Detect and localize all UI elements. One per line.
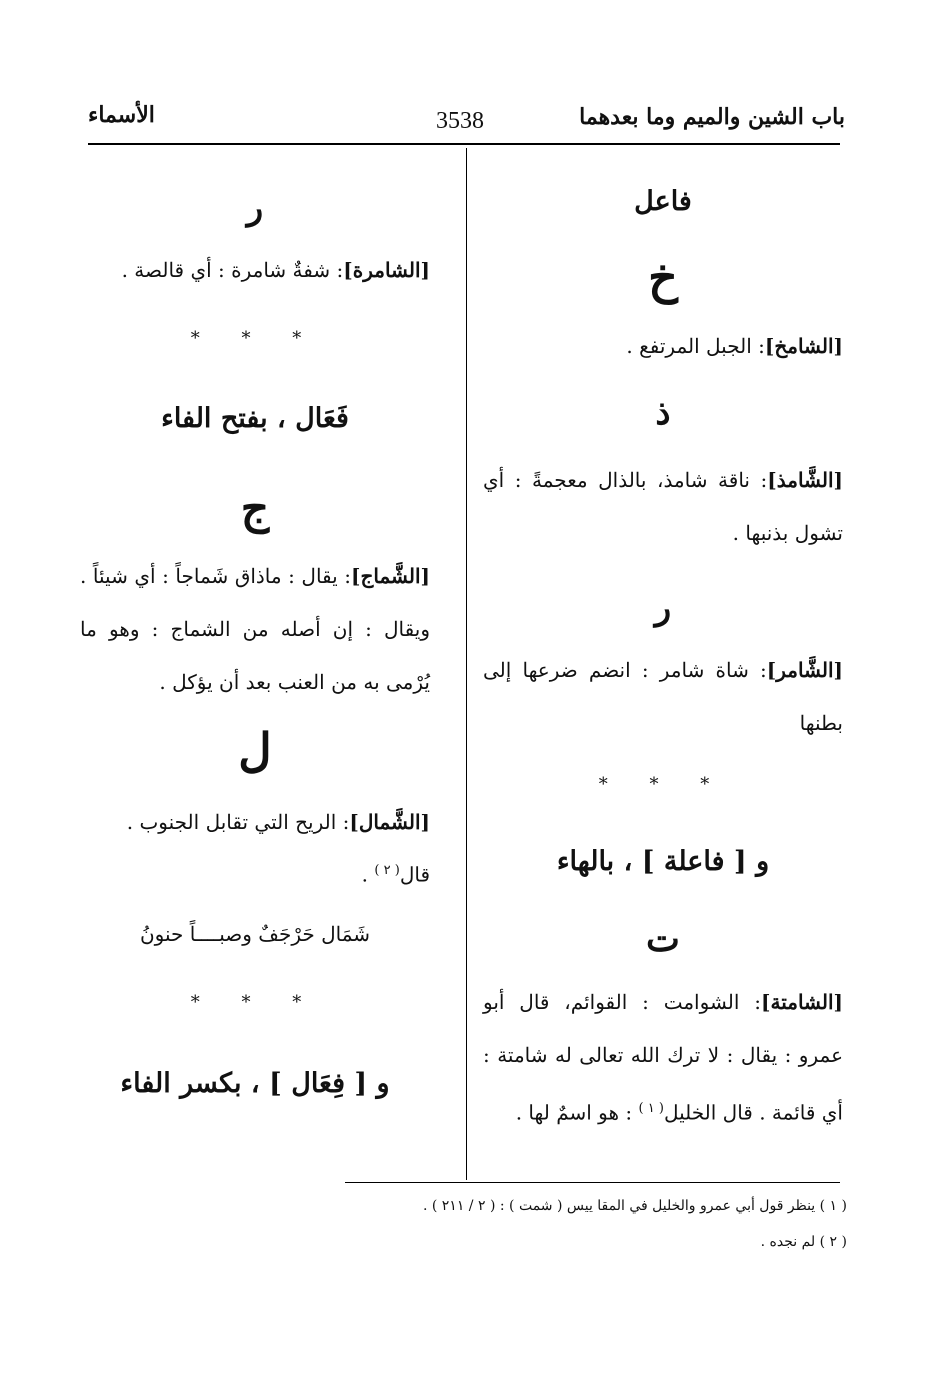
footnote-rule bbox=[345, 1182, 840, 1183]
quote-intro bbox=[80, 844, 430, 902]
entry-term: [الشامتة] bbox=[761, 990, 843, 1014]
entry-shamal bbox=[80, 796, 430, 849]
entry-shamira bbox=[80, 244, 430, 297]
entry-shamaj bbox=[80, 550, 430, 709]
quote-said: قال bbox=[399, 862, 430, 887]
footnote-ref: ( ٢ ) bbox=[374, 863, 400, 878]
page-number: 3538 bbox=[436, 108, 484, 134]
entry-definition: : ناقة شامذ، بالذال معجمةً : أي تشول بذنبها . bbox=[483, 468, 843, 545]
letter-heading: ر bbox=[654, 588, 672, 628]
entry-term: [الشامرة] bbox=[343, 258, 430, 282]
footnote-ref: ( ١ ) bbox=[638, 1101, 664, 1116]
letter-heading: ل bbox=[238, 723, 272, 777]
column-divider bbox=[466, 148, 467, 1180]
entry-shamikh bbox=[483, 320, 843, 373]
footnote-1: ( ١ ) ينظر قول أبي عمرو والخليل في المقا ييس ( شمت ) : ( ٢ / ٢١١ ) . bbox=[422, 1198, 847, 1214]
section-separator: * * * bbox=[190, 328, 320, 349]
pattern-heading: فاعل bbox=[634, 186, 692, 217]
pattern-heading: فَعَال ، بفتح الفاء bbox=[161, 403, 349, 434]
letter-heading: ذ bbox=[655, 393, 671, 433]
entry-definition: : الجبل المرتفع . bbox=[626, 334, 765, 358]
footnote-2: ( ٢ ) لم نجده . bbox=[760, 1234, 847, 1250]
poetry-verse: شَمَال حَرْجَفٌ وصبــــاً حنونُ bbox=[139, 922, 371, 946]
entry-definition: : شاة شامر : انضم ضرعها إلى بطنها bbox=[483, 658, 843, 735]
section-separator: * * * bbox=[598, 774, 728, 795]
pattern-heading: و [ فِعَال ] ، بكسر الفاء bbox=[120, 1068, 390, 1099]
letter-heading: ت bbox=[646, 918, 680, 960]
section-header: الأسماء bbox=[88, 102, 155, 128]
entry-definition: : الشوامت : القوائم، قال أبو عمرو : يقال : لا ترك الله تعالى له شامتة : أي قائمة . قال الخليل bbox=[483, 990, 843, 1125]
letter-heading: ر bbox=[246, 188, 264, 228]
entry-definition: : الريح التي تقابل الجنوب . bbox=[126, 810, 350, 834]
entry-term: [الشَّامر] bbox=[766, 658, 843, 682]
chapter-title: باب الشين والميم وما بعدهما bbox=[579, 104, 845, 130]
letter-heading: ج bbox=[240, 483, 270, 534]
letter-heading: خ bbox=[648, 250, 678, 304]
quote-said-end: . bbox=[361, 862, 369, 887]
entry-term: [الشَّامذ] bbox=[767, 468, 843, 492]
entry-shamita bbox=[483, 976, 843, 1140]
section-separator: * * * bbox=[190, 992, 320, 1013]
entry-definition: : شفةٌ شامرة : أي قالصة . bbox=[121, 258, 344, 282]
entry-shamidh bbox=[483, 454, 843, 560]
pattern-heading: و [ فاعلة ] ، بالهاء bbox=[556, 846, 770, 877]
entry-shamir bbox=[483, 644, 843, 750]
entry-definition: : يقال : ماذاق شَماجاً : أي شيئاً . ويقال : إن أصله من الشماج : وهو ما يُرْمى به من العنب بعد أن يؤكل . bbox=[80, 564, 430, 694]
entry-term: [الشَّمال] bbox=[349, 810, 430, 834]
entry-definition-end: : هو اسمٌ لها . bbox=[515, 1100, 633, 1125]
entry-term: [الشَّماج] bbox=[351, 564, 430, 588]
entry-term: [الشامخ] bbox=[764, 334, 843, 358]
header-rule bbox=[88, 143, 840, 145]
